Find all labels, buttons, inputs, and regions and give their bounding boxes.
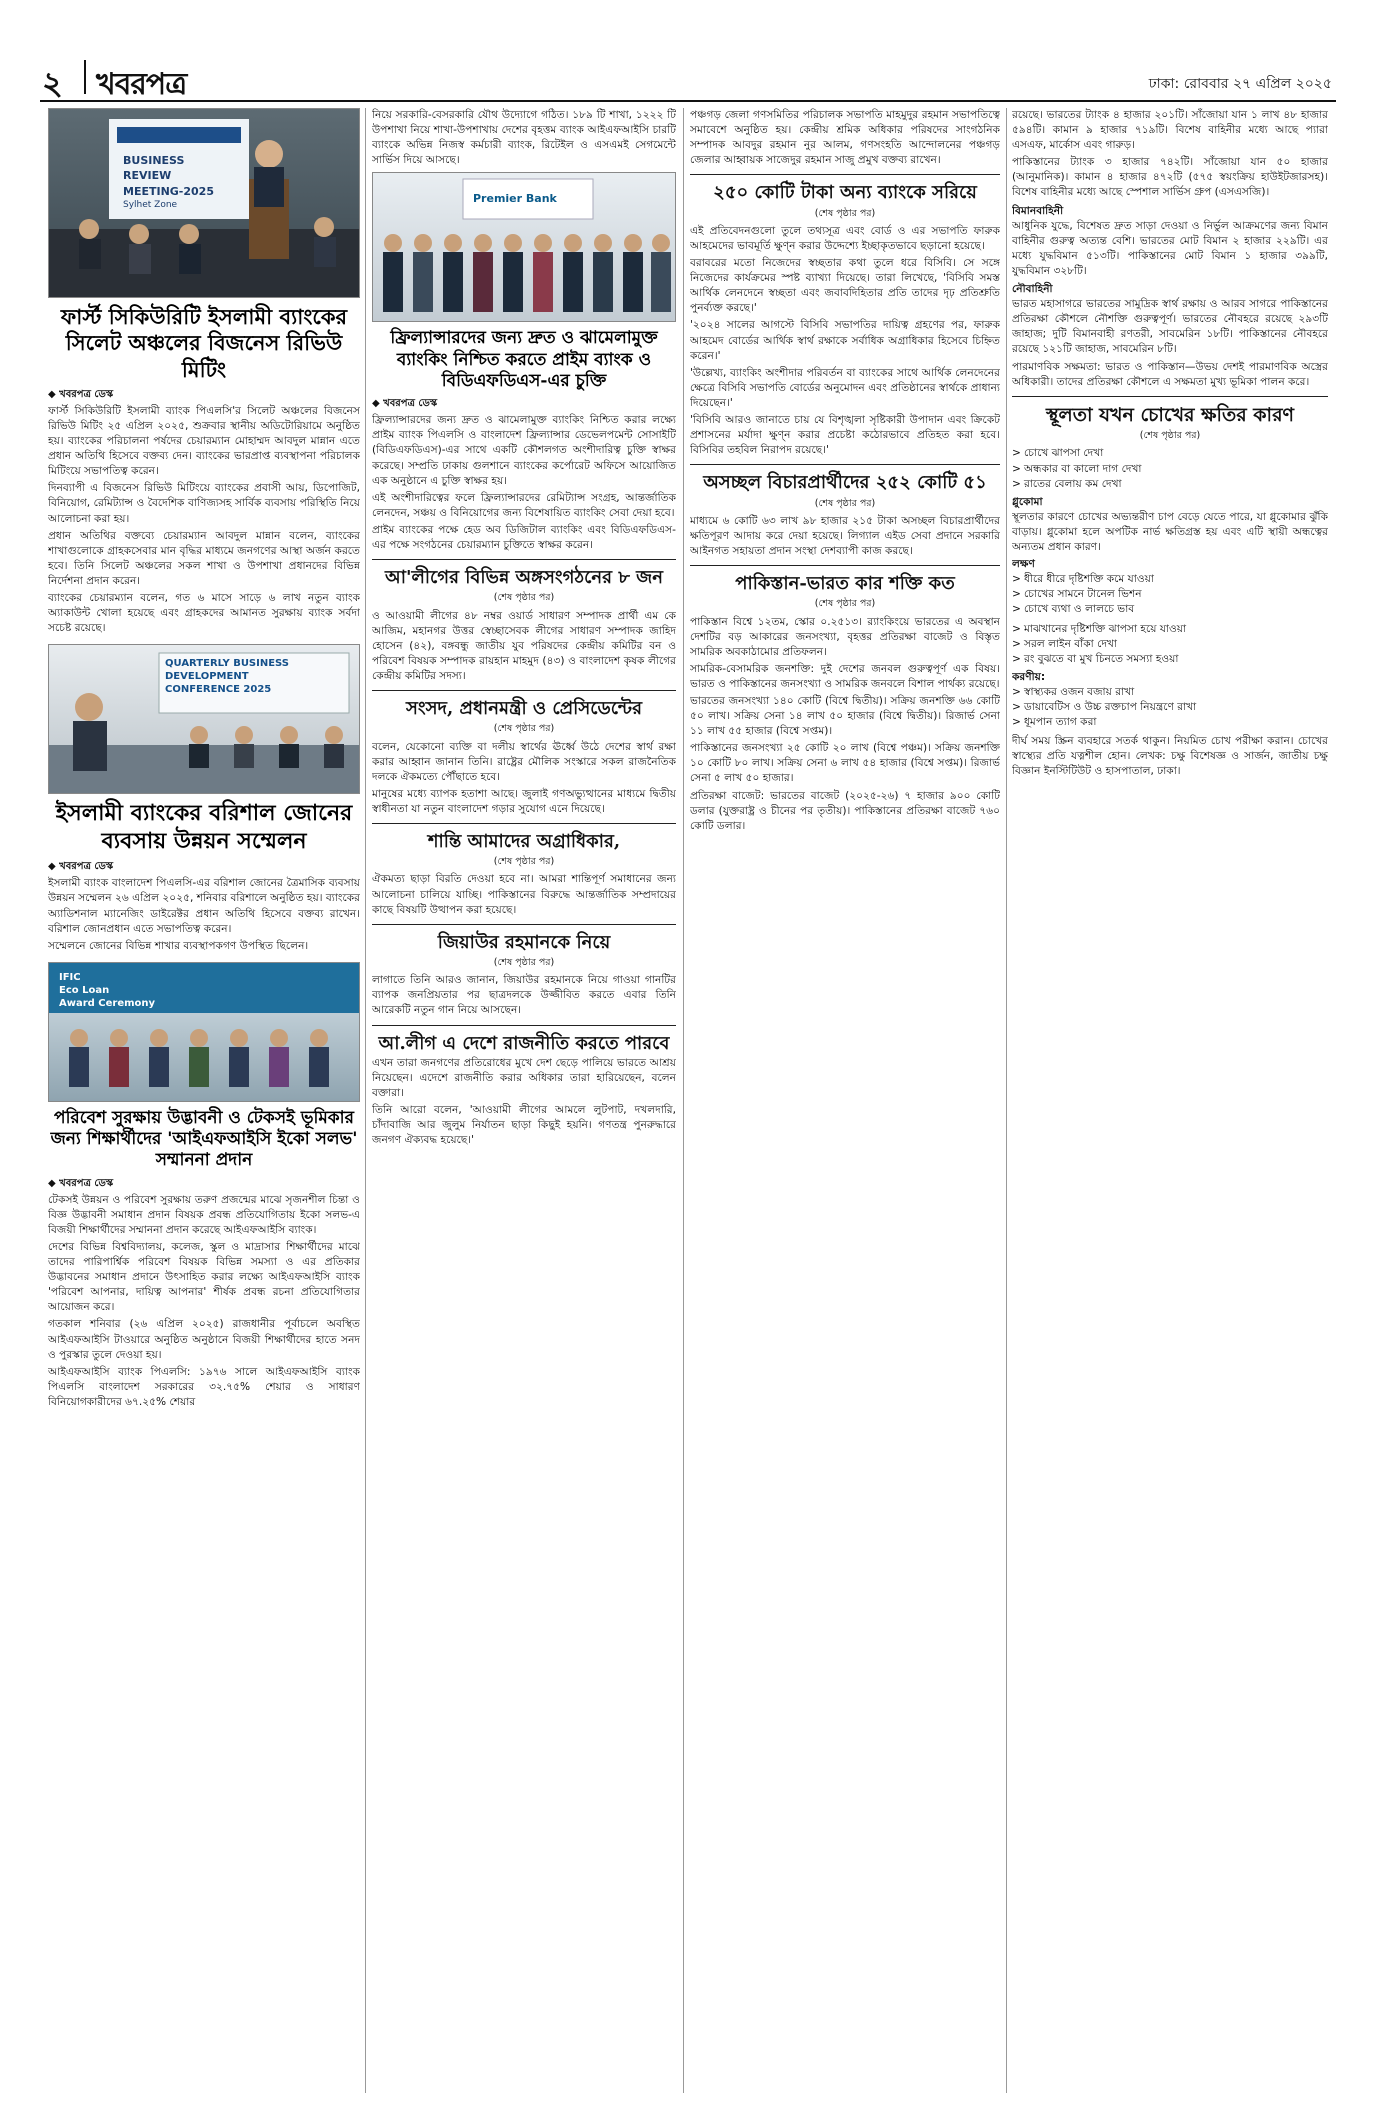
news-photo [48,644,360,794]
list-item: > রং বুঝতে বা মুখ চিনতে সমস্যা হওয়া [1012,652,1328,667]
headline: ফার্স্ট সিকিউরিটি ইসলামী ব্যাংকের সিলেট অঞ্চলের বিজনেস রিভিউ মিটিং [60,304,348,382]
photo-banner-text [123,153,235,212]
paragraph: দীর্ঘ সময় স্ক্রিন ব্যবহারে সতর্ক থাকুন। নিয়মিত চোখ পরীক্ষা করান। চোখের স্বাস্থ্যের প্রতি যত্নশীল হোন। লেখক: চক্ষু বিশেষজ্ঞ ও সার্জন, জাতীয় চক্ষু বিজ্ঞান ইনস্টিটিউট ও হাসপাতাল, ঢাকা। [1012,735,1328,778]
paragraph: প্রধান অতিথির বক্তব্যে চেয়ারম্যান আবদুল মান্নান বলেন, ব্যাংকের শাখাগুলোকে গ্রাহকসেবার মান বৃদ্ধির মাধ্যমে জনগণের আস্থা অর্জন করতে হবে। তিনি সিলেট অঞ্চলের সকল শাখা ও উপশাখা প্রধানদের বিভিন্ন নির্দেশনা প্রদান করেন। [48,529,360,587]
story-divider [1012,396,1328,397]
banner-line: IFIC [59,971,81,983]
paragraph: লাগাতে তিনি আরও জানান, জিয়াউর রহমানকে নিয়ে গাওয়া গানটির ব্যাপক জনপ্রিয়তার পর ছাত্রদলকে উজ্জীবিত করতে এবার তিনি আরেকটি নতুন গান নিয়ে আসছেন। [372,974,676,1017]
headline: সংসদ, প্রধানমন্ত্রী ও প্রেসিডেন্টের [406,698,642,720]
paragraph: পাকিস্তানের ট্যাংক ৩ হাজার ৭৪২টি। সাঁজোয়া যান ৫০ হাজার (আনুমানিক)। কামান ৪ হাজার ৪৭২টি (৫৭৫ স্বয়ংক্রিয় হাউইটজারসহ)। বিশেষ বাহিনীর মধ্যে আছে স্পেশাল সার্ভিস গ্রুপ (এসএসজি)। [1012,156,1328,199]
banner-line: BUSINESS REVIEW [123,154,185,183]
page-number: ২ [42,64,63,102]
headline: পাকিস্তান-ভারত কার শক্তি কত [735,573,955,595]
paragraph: ভারত মহাসাগরে ভারতের সামুদ্রিক স্বার্থ রক্ষায় ও আরব সাগরে পাকিস্তানের প্রতিরক্ষা কৌশলে নৌশক্তি গুরুত্বপূর্ণ। ভারতের নৌবহরে রয়েছে ২৯৩টি জাহাজ; দুটি বিমানবাহী রণতরী, সাবমেরিন ১৮টি। পাকিস্তানের নৌবহরে রয়েছে ১২১টি জাহাজ, সাবমেরিন ৮টি। [1012,298,1328,356]
photo-banner-text [59,971,155,1010]
story-divider [690,565,1000,566]
story-divider [372,1025,676,1026]
byline: ◆ খবরপত্র ডেস্ক [372,396,676,411]
paragraph: এই প্রতিবেদনগুলো তুলে তথ্যসূত্র এবং বোর্ড ও এর সভাপতি ফারুক আহমেদের ভাবমূর্তি ক্ষুণ্ন করার উদ্দেশ্যে ইচ্ছাকৃতভাবে ছড়ানো হয়েছে। [690,224,1000,252]
banner-line: DEVELOPMENT [165,671,249,683]
banner-line: Eco Loan [59,984,110,996]
list-item: > ধূমপান ত্যাগ করা [1012,715,1328,730]
column-2 [372,108,676,2093]
newspaper-name: খবরপত্র [96,67,187,102]
byline: ◆ খবরপত্র ডেস্ক [48,1176,360,1191]
continued-note: (শেষ পৃষ্ঠার পর) [493,856,555,868]
story-divider [690,464,1000,465]
list-item: > অন্ধকার বা কালো দাগ দেখা [1012,462,1328,477]
story-divider [372,559,676,560]
continued-note: (শেষ পৃষ্ঠার পর) [493,592,555,604]
paragraph: পারমাণবিক সক্ষমতা: ভারত ও পাকিস্তান—উভয় দেশই পারমাণবিক অস্ত্রের অধিকারী। তাদের প্রতিরক্ষা কৌশলে এ সক্ষমতা মুখ্য ভূমিকা পালন করে। [1012,360,1328,388]
list-item: > চোখের সামনে টানেল ভিশন [1012,587,1328,602]
paragraph: সম্মেলনে জোনের বিভিন্ন শাখার ব্যবস্থাপকগণ উপস্থিত ছিলেন। [48,939,309,952]
paragraph: পঞ্চগড় জেলা গণসমিতির পরিচালক সভাপতি মাহমুদুর রহমান সভাপতিত্বে সমাবেশে অনুষ্ঠিত হয়। কেন্দ্রীয় শ্রমিক অধিকার পরিষদের সাংগঠনিক সম্পাদক আবদুর রহমান নুর আলম, গণসংহতি আন্দোলনের পঞ্চগড় জেলার আহ্বায়ক সাজেদুর রহমান সাজু প্রমুখ বক্তব্য রাখেন। [690,109,1000,167]
banner-line: Sylhet Zone [123,200,178,211]
paragraph: ফার্স্ট সিকিউরিটি ইসলামী ব্যাংক পিএলসি'র সিলেট অঞ্চলের বিজনেস রিভিউ মিটিং ২৫ এপ্রিল ২০২৫, শুক্রবার স্থানীয় অডিটোরিয়ামে অনুষ্ঠিত হয়। ব্যাংকের পরিচালনা পর্ষদের চেয়ারম্যান মোহাম্মদ আবদুল মান্নান এতে প্রধান অতিথি হিসেবে বক্তব্য দেন। ব্যাংকের ভারপ্রাপ্ত ব্যবস্থাপনা পরিচালক মিটিংয়ে সভাপতিত্ব করেন। [48,404,360,478]
tips-list [1012,685,1328,730]
symptom-list [1012,446,1328,491]
paragraph: দিনব্যাপী এ বিজনেস রিভিউ মিটিংয়ে ব্যাংকের প্রবাসী আয়, ডিপোজিট, বিনিয়োগ, রেমিট্যান্স ও বৈদেশিক বাণিজ্যসহ সার্বিক ব্যবসায় পরিস্থিতি নিয়ে আলোচনা করা হয়। [48,482,360,525]
masthead [40,56,1336,102]
headline: ফ্রিল্যান্সারদের জন্য দ্রুত ও ঝামেলামুক্ত ব্যাংকিং নিশ্চিত করতে প্রাইম ব্যাংক ও বিডিএফডিএস-এর চুক্তি [390,328,658,391]
masthead-divider [84,60,86,94]
photo-banner-text: Premier Bank [473,192,557,206]
news-photo [48,108,360,298]
continued-note: (শেষ পৃষ্ঠার পর) [814,497,876,509]
banner-line: QUARTERLY BUSINESS [165,658,290,670]
paragraph: দেশের বিভিন্ন বিশ্ববিদ্যালয়, কলেজ, স্কুল ও মাদ্রাসার শিক্ষার্থীদের মাঝে তাদের পারিপার্শ্বিক পরিবেশ বিষয়ক বিভিন্ন সমস্যা ও এর প্রতিকার উদ্ভাবনের সমাধান প্রদানে উৎসাহিত করার লক্ষ্যে আইএফআইসি ব্যাংক 'পরিবেশ আপনার, দায়িত্ব আপনার' শীর্ষক প্রবন্ধ রচনা প্রতিযোগিতার আয়োজন করে। [48,1240,360,1314]
story-divider [372,924,676,925]
byline: ◆ খবরপত্র ডেস্ক [48,387,360,402]
paragraph: '২০২৪ সালের আগস্টে বিসিবি সভাপতির দায়িত্ব গ্রহণের পর, ফারুক আহমেদ বোর্ডের আর্থিক স্বার্থ রক্ষাকে সর্বাধিক অগ্রাধিকার হিসেবে চিহ্নিত করেন।' [690,319,1000,362]
paragraph: টেকসই উন্নয়ন ও পরিবেশ সুরক্ষায় তরুণ প্রজন্মের মাঝে সৃজনশীল চিন্তা ও বিজ্ঞ উদ্ভাবনী সমাধান প্রদান বিষয়ক প্রবন্ধ প্রতিযোগিতায় ইকো সলভ-এ বিজয়ী শিক্ষার্থীদের সম্মাননা প্রদান করেছে আইএফআইসি ব্যাংক। [48,1193,360,1236]
headline: শান্তি আমাদের অগ্রাধিকার, [427,830,621,852]
news-photo [48,962,360,1102]
news-photo [372,172,676,322]
headline: স্থূলতা যখন চোখের ক্ষতির কারণ [1045,403,1295,426]
list-item: > চোখে ব্যথা ও লালচে ভাব [1012,602,1328,617]
story-divider [372,823,676,824]
paragraph: ইসলামী ব্যাংক বাংলাদেশ পিএলসি-এর বরিশাল জোনের ত্রৈমাসিক ব্যবসায় উন্নয়ন সম্মেলন ২৬ এপ্রিল ২০২৫, শনিবার বরিশালে অনুষ্ঠিত হয়। ব্যাংকের অ্যাডিশনাল ম্যানেজিং ডাইরেক্টর প্রধান অতিথি হিসেবে বক্তব্য রাখেন। বরিশাল জোনপ্রধান এতে সভাপতিত্ব করেন। [48,877,360,935]
paragraph: ভারতের জনসংখ্যা ১৪০ কোটি (বিশ্বে দ্বিতীয়)। সক্রিয় জনশক্তি ৬৬ কোটি ৫০ লাখ। সক্রিয় সেনা ১৪ লাখ ৫০ হাজার (বিশ্বে দ্বিতীয়)। রিজার্ভ সেনা ১১ লাখ ৫৫ হাজার (বিশ্বে সপ্তম)। [690,694,1000,738]
paragraph: রয়েছে। ভারতের ট্যাংক ৪ হাজার ২০১টি। সাঁজোয়া যান ১ লাখ ৪৮ হাজার ৫৯৪টি। কামান ৯ হাজার ৭১৯টি। বিশেষ বাহিনীর মধ্যে আছে প্যারা এসএফ, মার্কোস এবং গারুড়। [1012,109,1328,152]
paragraph: মানুষের মধ্যে ব্যাপক হতাশা আছে। জুলাই গণঅভ্যুত্থানের মাধ্যমে দ্বিতীয় স্বাধীনতা যা নতুন বাংলাদেশ গড়ার সুযোগ এনে দিয়েছে। [372,787,676,815]
list-item: > মাঝখানের দৃষ্টিশক্তি ঝাপসা হয়ে যাওয়া [1012,622,1328,637]
paragraph: আইএফআইসি ব্যাংক পিএলসি: ১৯৭৬ সালে আইএফআইসি ব্যাংক পিএলসি বাংলাদেশ সরকারের ৩২.৭৫% শেয়ার ও সাধারণ বিনিয়োগকারীদের ৬৭.২৫% শেয়ার [48,1365,360,1408]
paragraph: প্রতিরক্ষা বাজেট: ভারতের বাজেট (২০২৫-২৬) ৭ হাজার ৯০০ কোটি ডলার (যুক্তরাষ্ট্র ও চীনের পর তৃতীয়)। পাকিস্তানের প্রতিরক্ষা বাজেট ৭৬০ কোটি ডলার। [690,789,1000,832]
list-item: > ডায়াবেটিস ও উচ্চ রক্তচাপ নিয়ন্ত্রণে রাখা [1012,700,1328,715]
headline: জিয়াউর রহমানকে নিয়ে [437,931,611,953]
subheading: লক্ষণ [1012,558,1035,571]
story-divider [690,174,1000,175]
paragraph: সামরিক-বেসামরিক জনশক্তি: দুই দেশের জনবল গুরুত্বপূর্ণ এক বিষয়। ভারত ও পাকিস্তানের জনসংখ্যা ও সামরিক জনবলে বিশাল পার্থক্য রয়েছে। [690,662,1000,690]
continued-note: (শেষ পৃষ্ঠার পর) [1139,430,1201,442]
column-3 [690,108,1000,2093]
column-divider [1006,108,1007,2093]
headline: পরিবেশ সুরক্ষায় উদ্ভাবনী ও টেকসই ভূমিকার জন্য শিক্ষার্থীদের 'আইএফআইসি ইকো সলভ' সম্মাননা প্রদান [50,1107,358,1171]
subheading: করণীয়: [1012,670,1046,683]
headline: ২৫০ কোটি টাকা অন্য ব্যাংকে সরিয়ে [713,182,977,204]
issue-date: ঢাকা: রোববার ২৭ এপ্রিল ২০২৫ [1148,76,1332,92]
subheading: নৌবাহিনী [1012,283,1053,296]
list-item: > ধীরে ধীরে দৃষ্টিশক্তি কমে যাওয়া [1012,572,1328,587]
headline: আ'লীগের বিভিন্ন অঙ্গসংগঠনের ৮ জন [384,567,664,589]
paragraph: পাকিস্তানের জনসংখ্যা ২৫ কোটি ২০ লাখ (বিশ্বে পঞ্চম)। সক্রিয় জনশক্তি ১০ কোটি ৮০ লাখ। সক্রিয় সেনা ৬ লাখ ৫৪ হাজার (বিশ্বে সপ্তম)। রিজার্ভ সেনা ৫ লাখ ৫০ হাজার। [690,742,1000,785]
paragraph: 'বিসিবি আরও জানাতে চায় যে বিশৃঙ্খলা সৃষ্টিকারী উপাদান এবং ক্রিকেট প্রশাসনের মর্যাদা ক্ষুণ্ন করার প্রচেষ্টা কঠোরভাবে প্রতিহত করা হবে। বিসিবির তহবিল নিরাপদ রয়েছে।' [690,413,1000,457]
continued-note: (শেষ পৃষ্ঠার পর) [814,598,876,610]
subheading: বিমানবাহিনী [1012,204,1064,217]
column-divider [683,108,684,2093]
paragraph: মাধ্যমে ৬ কোটি ৬৩ লাখ ৯৮ হাজার ২১৫ টাকা অসচ্ছল বিচারপ্রার্থীদের ক্ষতিপূরণ আদায় করে দেয়া হয়েছে। লিগ্যাল এইড সেবা প্রদানে সরকারি আইনগত সহায়তা প্রদান সংস্থা দেশব্যাপী কাজ করছে। [690,514,1000,557]
continued-note: (শেষ পৃষ্ঠার পর) [493,723,555,735]
column-divider [365,108,366,2093]
list-item: > রাতের বেলায় কম দেখা [1012,477,1328,492]
paragraph: নিয়ে সরকারি-বেসরকারি যৌথ উদ্যোগে গঠিত। ১৮৯ টি শাখা, ১২২২ টি উপশাখা নিয়ে শাখা-উপশাখায় দেশের বৃহত্তম ব্যাংক আইএফআইসি চারটি ব্যাংকে অভিন্ন নিজস্ব কর্মচারী ব্যাংক, রিটেইল ও এসএমই সেগমেন্টে সার্ভিস দিয়ে আসছে। [372,109,676,167]
banner-line: CONFERENCE 2025 [165,684,272,696]
paragraph: বলেন, যেকোনো ব্যক্তি বা দলীয় স্বার্থের ঊর্ধ্বে উঠে দেশের স্বার্থ রক্ষা করার আহ্বান জানান তিনি। রাষ্ট্রের মৌলিক সংস্কারে সকল রাজনৈতিক দলকে ঐকমত্যে পৌঁছাতে হবে। [372,740,676,783]
continued-note: (শেষ পৃষ্ঠার পর) [493,957,555,969]
paragraph: আধুনিক যুদ্ধে, বিশেষত দ্রুত সাড়া দেওয়া ও নির্ভুল আক্রমণের জন্য বিমান বাহিনীর গুরুত্ব অত্যন্ত বেশি। ভারতের মোট বিমান ২ হাজার ২২৯টি। এর মধ্যে যুদ্ধবিমান ৫১৩টি। পাকিস্তানের মোট বিমান ১ হাজার ৩৯৯টি, যুদ্ধবিমান ৩২৮টি। [1012,219,1328,277]
headline: ইসলামী ব্যাংকের বরিশাল জোনের ব্যবসায় উন্নয়ন সম্মেলন [55,800,353,854]
paragraph: বরাবরের মতো নিজেদের স্বচ্ছতার কথা তুলে ধরে বিসিবি। সে সঙ্গে নিজেদের কার্যক্রমের স্পষ্ট ব্যাখ্যা দিয়েছে। তারা লিখেছে, 'বিসিবি সমস্ত আর্থিক লেনদেনে স্বচ্ছতা এবং জবাবদিহিতার প্রতি তাদের দৃঢ় প্রতিশ্রুতি পুনর্ব্যক্ত করছে।' [690,257,1000,315]
list-item: > চোখে ঝাপসা দেখা [1012,446,1328,461]
paragraph: ও আওয়ামী লীগের ৪৮ নম্বর ওয়ার্ড সাধারণ সম্পাদক প্রার্থী এম কে আজিম, মহানগর উত্তর স্বেচ্ছাসেবক লীগের সাধারণ সম্পাদক জাহিদ হোসেন (৪২), বঙ্গবন্ধু জাতীয় যুব পরিষদের কেন্দ্রীয় কমিটির বন ও পরিবেশ বিষয়ক সম্পাদক রায়হান মাহমুদ (৪৩) ও বাংলাদেশ কৃষক লীগের কেন্দ্রীয় কমিটির সদস্য। [372,609,676,682]
paragraph: স্থূলতার কারণে চোখের অভ্যন্তরীণ চাপ বেড়ে যেতে পারে, যা গ্লুকোমার ঝুঁকি বাড়ায়। গ্লুকোমা হলে অপটিক নার্ভ ক্ষতিগ্রস্ত হয় এবং এটি স্থায়ী অন্ধত্বের অন্যতম প্রধান কারণ। [1012,510,1328,554]
banner-line: MEETING-2025 [123,184,214,198]
paragraph: এই অংশীদারিত্বের ফলে ফ্রিল্যান্সারদের রেমিট্যান্স সংগ্রহ, আন্তর্জাতিক লেনদেন, সঞ্চয় ও বিনিয়োগের জন্য বিশেষায়িত ব্যাংকিং সেবা দেয়া হবে। [372,491,676,519]
paragraph: পাকিস্তান বিশ্বে ১২তম, স্কোর ০.২৫১৩। র‍্যাংকিংয়ে ভারতের এ অবস্থান দেশটির বড় আকারের জনসংখ্যা, বৃহত্তর প্রতিরক্ষা বাজেট ও বিস্তৃত সামরিক অবকাঠামোর প্রতিফলন। [690,615,1000,658]
paragraph: তিনি আরো বলেন, 'আওয়ামী লীগের আমলে লুটপাট, দখলদারি, চাঁদাবাজি আর জুলুম নির্যাতন ছাড়া কিছুই হয়নি। গণতন্ত্র পুনরুদ্ধারে জনগণ ঐক্যবদ্ধ হয়েছে।' [372,1104,676,1147]
paragraph: এখন তারা জনগণের প্রতিরোধের মুখে দেশ ছেড়ে পালিয়ে ভারতে আশ্রয় নিয়েছেন। এদেশে রাজনীতি করার অধিকার তারা হারিয়েছেন, বলেন বক্তারা। [372,1056,676,1100]
paragraph: ফ্রিল্যান্সারদের জন্য দ্রুত ও ঝামেলামুক্ত ব্যাংকিং নিশ্চিত করার লক্ষ্যে প্রাইম ব্যাংক পিএলসি ও বাংলাদেশ ফ্রিল্যান্সার ডেভেলপমেন্ট সোসাইটি (বিডিএফডিএস)-এর সাথে একটি কৌশলগত অংশীদারিত্ব চুক্তি স্বাক্ষর করেছে। সম্প্রতি ঢাকায় গুলশানে ব্যাংকের কর্পোরেট অফিসে আয়োজিত এক অনুষ্ঠানে এ চুক্তি স্বাক্ষর হয়। [372,414,676,487]
subheading: গ্লুকোমা [1012,495,1043,508]
photo-banner-text [165,657,289,696]
byline: ◆ খবরপত্র ডেস্ক [48,859,360,874]
paragraph: গতকাল শনিবার (২৬ এপ্রিল ২০২৫) রাজধানীর পূর্বাচলে অবস্থিত আইএফআইসি টাওয়ারে অনুষ্ঠিত অনুষ্ঠানে বিজয়ী শিক্ষার্থীদের হাতে সনদ ও পুরস্কার তুলে দেওয়া হয়। [48,1318,360,1361]
paragraph: 'উল্লেখ্য, ব্যাংকিং অংশীদার পরিবর্তন বা ব্যাংকের সাথে আর্থিক লেনদেনের ক্ষেত্রে বিসিবি সভাপতি বোর্ডের অনুমোদন এবং প্রতিষ্ঠানের স্বার্থকে প্রাধান্য দিয়েছেন।' [690,366,1000,409]
continued-note: (শেষ পৃষ্ঠার পর) [814,207,876,219]
paragraph: প্রাইম ব্যাংকের পক্ষে হেড অব ডিজিটাল ব্যাংকিং এবং বিডিএফডিএস-এর পক্ষে সংগঠনের চেয়ারম্যান চুক্তিতে স্বাক্ষর করেন। [372,523,676,551]
list-item: > স্বাস্থ্যকর ওজন বজায় রাখা [1012,685,1328,700]
column-4 [1012,108,1328,2093]
symptom-list [1012,622,1328,667]
symptom-list [1012,572,1328,617]
banner-line: Award Ceremony [59,997,156,1009]
story-divider [372,690,676,691]
paragraph: ব্যাংকের চেয়ারম্যান বলেন, গত ৬ মাসে সাড়ে ৬ লাখ নতুন ব্যাংক অ্যাকাউন্ট খোলা হয়েছে এবং গ্রাহকদের আমানত সুরক্ষায় ব্যাংক সর্বদা সচেষ্ট রয়েছে। [48,591,360,635]
column-1 [48,108,360,2093]
headline: আ.লীগ এ দেশে রাজনীতি করতে পারবে [378,1032,670,1054]
list-item: > সরল লাইন বাঁকা দেখা [1012,637,1328,652]
headline: অসচ্ছল বিচারপ্রার্থীদের ২৫২ কোটি ৫১ [703,472,987,494]
paragraph: ঐকমত্য ছাড়া বিরতি দেওয়া হবে না। আমরা শান্তিপূর্ণ সমাধানের জন্য আলোচনা চালিয়ে যাচ্ছি। পাকিস্তানের বিরুদ্ধে আন্তর্জাতিক সম্প্রদায়ের কাছে বিষয়টি উত্থাপন করা হয়েছে। [372,873,676,916]
